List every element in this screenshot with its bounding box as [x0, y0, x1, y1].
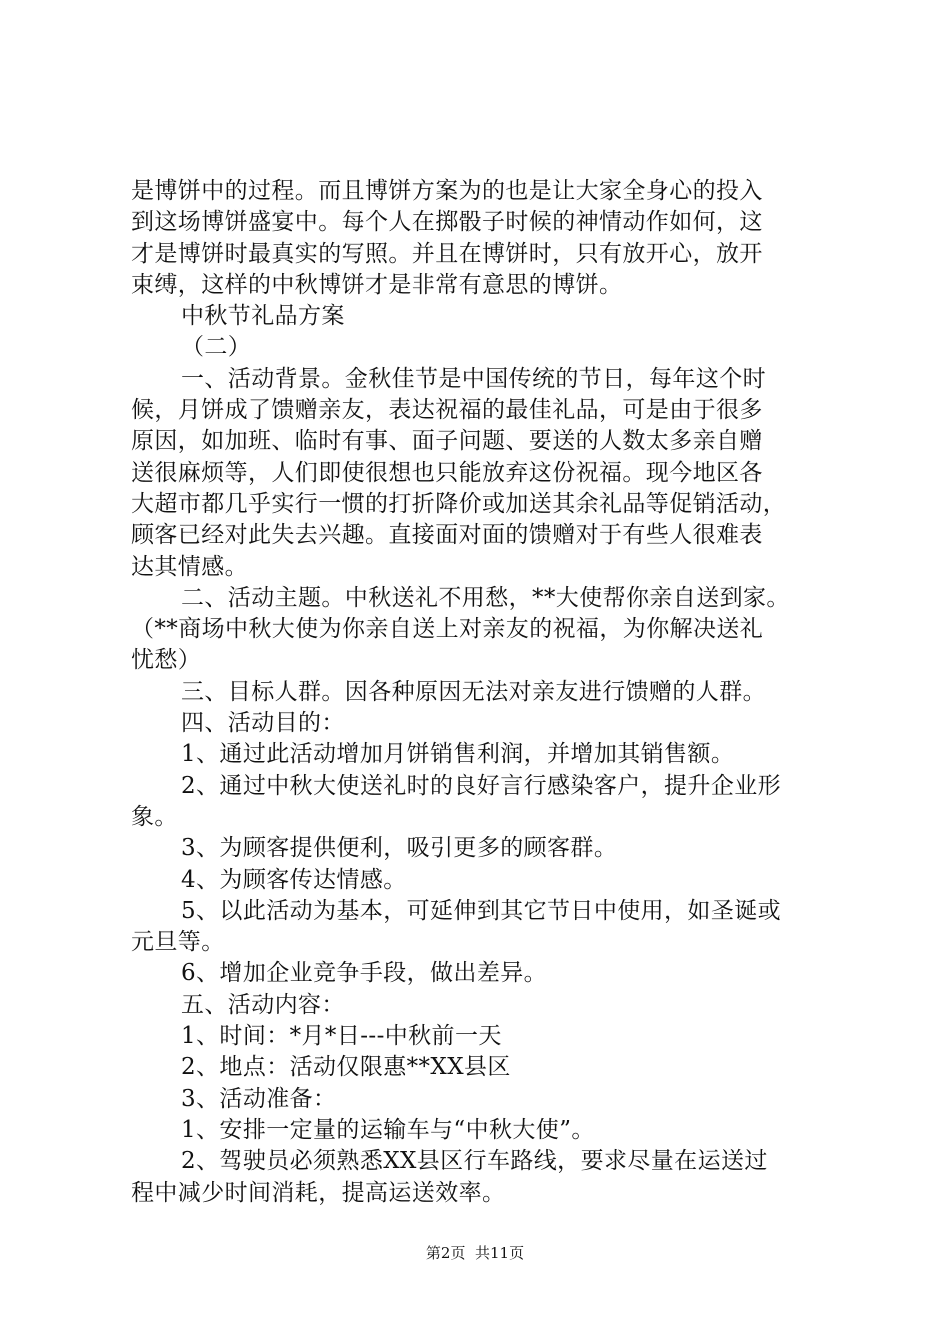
text-line: 顾客已经对此失去兴趣。直接面对面的馈赠对于有些人很难表	[131, 522, 763, 549]
text-line: 2、驾驶员必须熟悉XX县区行车路线，要求尽量在运送过	[181, 1148, 768, 1175]
text-line: 一、活动背景。金秋佳节是中国传统的节日，每年这个时	[181, 365, 766, 392]
text-line: 程中减少时间消耗，提高运送效率。	[131, 1179, 506, 1206]
text-line: 3、为顾客提供便利，吸引更多的顾客群。	[181, 835, 618, 862]
text-line: 3、活动准备：	[181, 1085, 337, 1112]
page-footer: 第2页 共11页	[425, 1244, 525, 1262]
text-line: 象。	[131, 803, 178, 830]
text-line: 2、地点：活动仅限惠**XX县区	[181, 1054, 511, 1081]
document-body	[131, 176, 831, 1209]
text-line: 三、目标人群。因各种原因无法对亲友进行馈赠的人群。	[181, 678, 766, 705]
text-line: 1、时间：*月*日---中秋前一天	[181, 1023, 502, 1050]
text-line: 元旦等。	[131, 929, 225, 956]
text-line: 候，月饼成了馈赠亲友，表达祝福的最佳礼品，可是由于很多	[131, 397, 763, 424]
text-line: 才是博饼时最真实的写照。并且在博饼时，只有放开心，放开	[131, 240, 763, 267]
text-line: 4、为顾客传达情感。	[181, 866, 407, 893]
text-line: 原因，如加班、临时有事、面子问题、要送的人数太多亲自赠	[131, 428, 763, 455]
text-line: 1、通过此活动增加月饼销售利润，并增加其销售额。	[181, 741, 735, 768]
text-line: 束缚，这样的中秋博饼才是非常有意思的博饼。	[131, 271, 623, 298]
text-line: 6、增加企业竞争手段，做出差异。	[181, 960, 548, 987]
text-line: 达其情感。	[131, 553, 248, 580]
text-line: 五、活动内容：	[181, 991, 345, 1018]
text-line: （二）	[181, 334, 252, 361]
text-line: 四、活动目的：	[181, 710, 345, 737]
text-line: 到这场博饼盛宴中。每个人在掷骰子时候的神情动作如何，这	[131, 209, 763, 236]
text-line: 忧愁）	[131, 647, 202, 674]
text-line: 1、安排一定量的运输车与“中秋大使”。	[181, 1116, 595, 1143]
text-line: 二、活动主题。中秋送礼不用愁，**大使帮你亲自送到家。	[181, 584, 790, 611]
text-line: 大超市都几乎实行一惯的打折降价或加送其余礼品等促销活动，	[131, 490, 787, 517]
text-line: 5、以此活动为基本，可延伸到其它节日中使用，如圣诞或	[181, 897, 782, 924]
text-line: 2、通过中秋大使送礼时的良好言行感染客户，提升企业形	[181, 772, 782, 799]
text-line: 中秋节礼品方案	[181, 303, 345, 330]
text-line: 送很麻烦等，人们即使很想也只能放弃这份祝福。现今地区各	[131, 459, 763, 486]
text-line: 是博饼中的过程。而且博饼方案为的也是让大家全身心的投入	[131, 178, 763, 204]
text-line: （**商场中秋大使为你亲自送上对亲友的祝福，为你解决送礼	[131, 616, 764, 643]
